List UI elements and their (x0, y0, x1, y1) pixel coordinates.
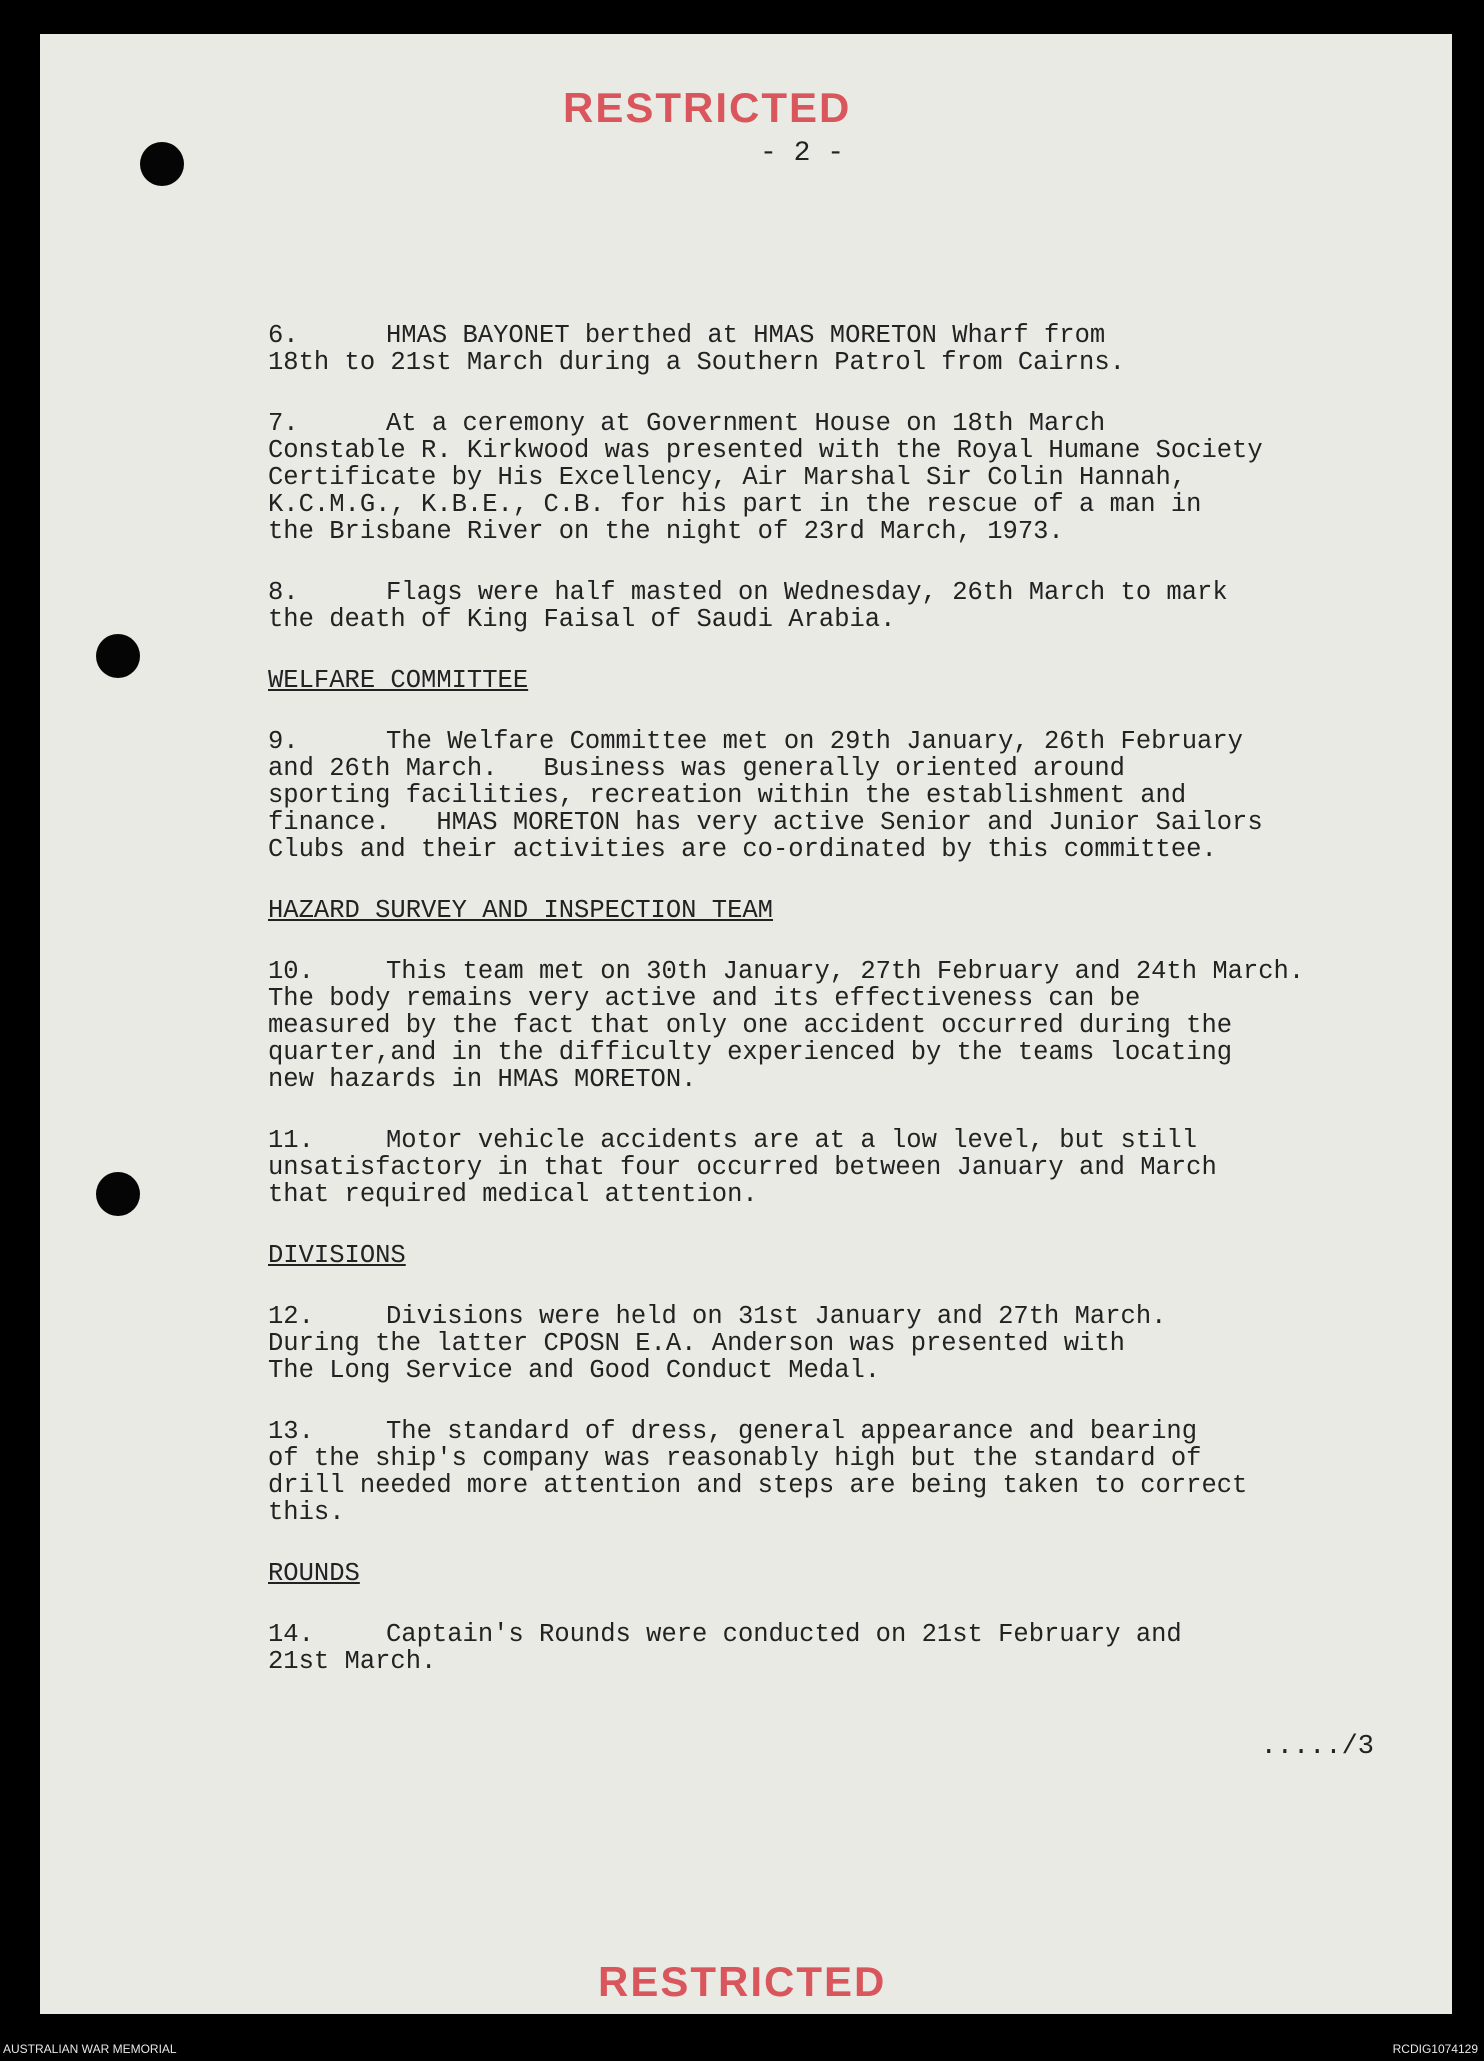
paragraph-line (268, 1303, 1428, 1330)
punch-hole (96, 634, 140, 678)
document-body (268, 322, 1428, 1709)
line-text: The Welfare Committee met on 29th January, 26th February (386, 727, 1243, 756)
line-text: K.C.M.G., K.B.E., C.B. for his part in the rescue of a man in (268, 490, 1202, 519)
paragraph-number: 9. (268, 727, 299, 756)
line-text: The Long Service and Good Conduct Medal. (268, 1356, 881, 1385)
paragraph-6 (268, 322, 1428, 376)
paragraph-line (268, 1648, 1428, 1675)
line-text: Constable R. Kirkwood was presented with the Royal Humane Society (268, 436, 1263, 465)
line-text: At a ceremony at Government House on 18th March (386, 409, 1106, 438)
paragraph-line (268, 1418, 1428, 1445)
punch-hole (96, 1172, 140, 1216)
line-text: finance. HMAS MORETON has very active Senior and Junior Sailors (268, 808, 1263, 837)
section-heading: ROUNDS (268, 1559, 360, 1588)
line-text: sporting facilities, recreation within the establishment and (268, 781, 1187, 810)
paragraph-13 (268, 1418, 1428, 1526)
paragraph-line (268, 1039, 1428, 1066)
page-number: - 2 - (760, 138, 845, 169)
line-text: new hazards in HMAS MORETON. (268, 1065, 697, 1094)
line-text: Divisions were held on 31st January and 27th March. (386, 1302, 1167, 1331)
section-heading: WELFARE COMMITTEE (268, 666, 529, 695)
paragraph-number: 10. (268, 957, 314, 986)
line-text: During the latter CPOSN E.A. Anderson was presented with (268, 1329, 1125, 1358)
paragraph-12 (268, 1303, 1428, 1384)
paragraph-line (268, 491, 1428, 518)
line-text: and 26th March. Business was generally oriented around (268, 754, 1125, 783)
paragraph-line (268, 437, 1428, 464)
paragraph-11 (268, 1127, 1428, 1208)
paragraph-number: 12. (268, 1302, 314, 1331)
line-text: of the ship's company was reasonably high but the standard of (268, 1444, 1202, 1473)
footer-source: AUSTRALIAN WAR MEMORIAL (3, 2042, 177, 2056)
continuation-marker: ...../3 (1260, 1732, 1374, 1762)
section-heading: HAZARD SURVEY AND INSPECTION TEAM (268, 896, 773, 925)
paragraph-line (268, 1330, 1428, 1357)
paragraph-number: 6. (268, 321, 299, 350)
restricted-stamp-bottom: RESTRICTED (598, 1958, 887, 2005)
line-text: Flags were half masted on Wednesday, 26th March to mark (386, 578, 1228, 607)
paragraph-line (268, 1181, 1428, 1208)
line-text: unsatisfactory in that four occurred between January and March (268, 1153, 1217, 1182)
line-text: the Brisbane River on the night of 23rd March, 1973. (268, 517, 1064, 546)
paragraph-line (268, 579, 1428, 606)
paragraph-line (268, 1445, 1428, 1472)
line-text: 18th to 21st March during a Southern Patrol from Cairns. (268, 348, 1125, 377)
line-text: quarter,and in the difficulty experienced by the teams locating (268, 1038, 1233, 1067)
paragraph-line (268, 728, 1428, 755)
paragraph-line (268, 518, 1428, 545)
paragraph-line (268, 349, 1428, 376)
line-text: drill needed more attention and steps are being taken to correct (268, 1471, 1248, 1500)
paragraph-number: 13. (268, 1417, 314, 1446)
paragraph-line (268, 782, 1428, 809)
paragraph-line (268, 1127, 1428, 1154)
paragraph-line (268, 410, 1428, 437)
paragraph-line (268, 1621, 1428, 1648)
line-text: The standard of dress, general appearance and bearing (386, 1417, 1198, 1446)
paragraph-number: 11. (268, 1126, 314, 1155)
line-text: This team met on 30th January, 27th February and 24th March. (386, 957, 1305, 986)
line-text: Certificate by His Excellency, Air Marshal Sir Colin Hannah, (268, 463, 1187, 492)
paragraph-line (268, 1154, 1428, 1181)
paragraph-line (268, 809, 1428, 836)
line-text: that required medical attention. (268, 1180, 758, 1209)
restricted-stamp-top: RESTRICTED (563, 84, 852, 131)
paragraph-line (268, 1066, 1428, 1093)
paragraph-line (268, 836, 1428, 863)
paragraph-line (268, 322, 1428, 349)
paragraph-line (268, 1472, 1428, 1499)
line-text: HMAS BAYONET berthed at HMAS MORETON Wharf from (386, 321, 1106, 350)
line-text: The body remains very active and its effectiveness can be (268, 984, 1141, 1013)
line-text: Clubs and their activities are co-ordinated by this committee. (268, 835, 1217, 864)
paragraph-9 (268, 728, 1428, 863)
paragraph-14 (268, 1621, 1428, 1675)
line-text: 21st March. (268, 1647, 437, 1676)
paragraph-line (268, 1357, 1428, 1384)
paragraph-8 (268, 579, 1428, 633)
line-text: the death of King Faisal of Saudi Arabia. (268, 605, 896, 634)
footer-id: RCDIG1074129 (1392, 2042, 1478, 2056)
paragraph-line (268, 606, 1428, 633)
paragraph-line (268, 958, 1428, 985)
paragraph-10 (268, 958, 1428, 1093)
line-text: this. (268, 1498, 345, 1527)
paragraph-7 (268, 410, 1428, 545)
paragraph-number: 8. (268, 578, 299, 607)
paragraph-line (268, 464, 1428, 491)
paragraph-number: 14. (268, 1620, 314, 1649)
paragraph-line (268, 1012, 1428, 1039)
paragraph-line (268, 1499, 1428, 1526)
line-text: Motor vehicle accidents are at a low level, but still (386, 1126, 1198, 1155)
paragraph-line (268, 985, 1428, 1012)
paragraph-line (268, 755, 1428, 782)
line-text: Captain's Rounds were conducted on 21st February and (386, 1620, 1182, 1649)
section-heading: DIVISIONS (268, 1241, 406, 1270)
paragraph-number: 7. (268, 409, 299, 438)
punch-hole (140, 142, 184, 186)
line-text: measured by the fact that only one accident occurred during the (268, 1011, 1233, 1040)
